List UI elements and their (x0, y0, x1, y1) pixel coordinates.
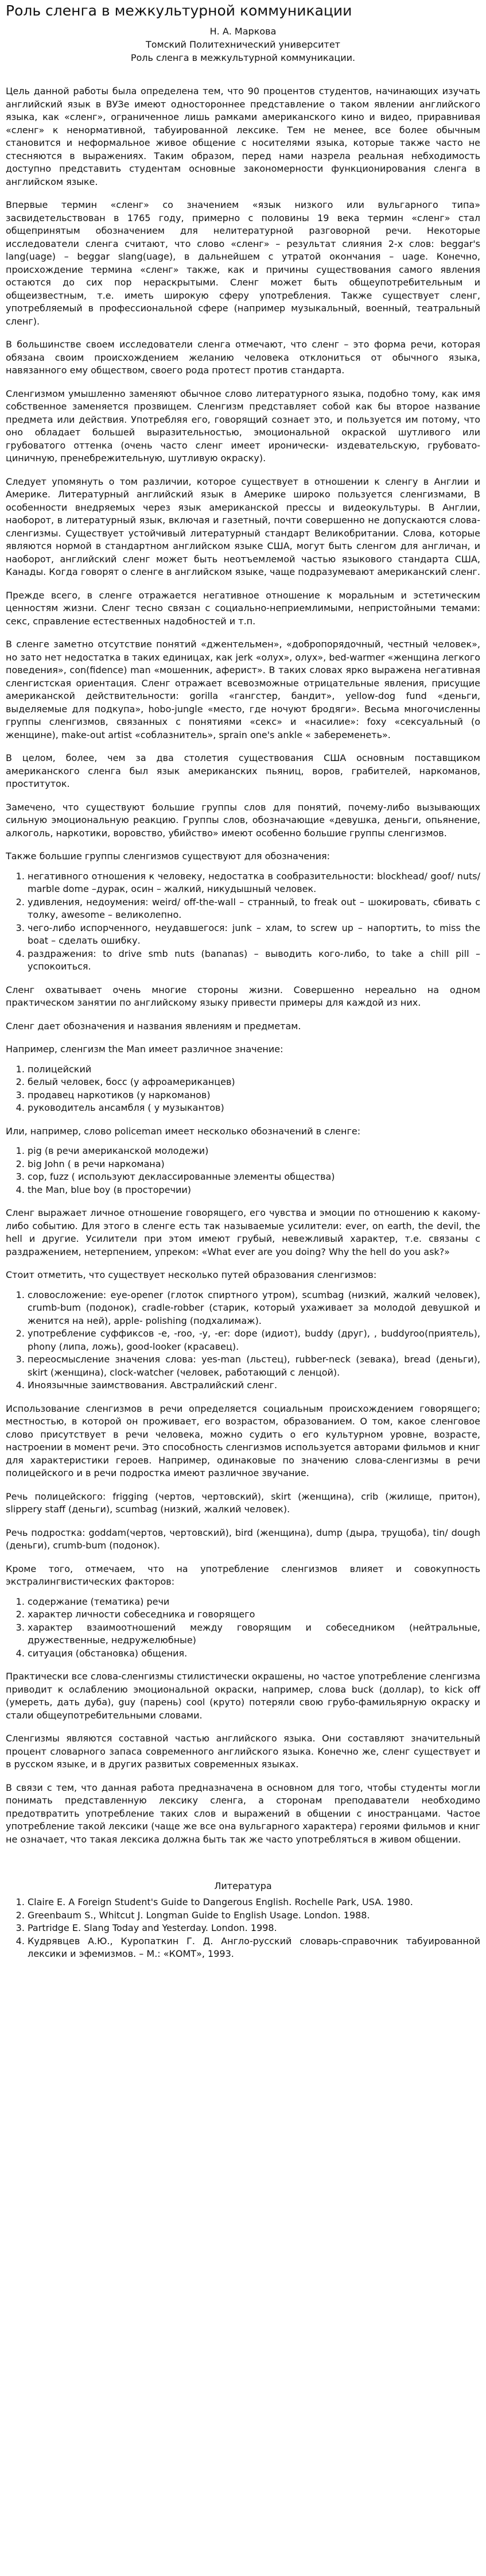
list-item: 2. удивления, недоумения: weird/ off-the-wall – странный, to freak out – шокировать, сбивать с толку, awesome – великолепно. (28, 896, 480, 922)
document-title: Роль сленга в межкультурной коммуникации (6, 2, 352, 19)
references-list (6, 1896, 480, 1961)
paragraph: Сленгизмы являются составной частью английского языка. Они составляют значительный процент словарного запаса современного английского языка. Конечно же, сленг существует и в русском языке, и в других развитых современных языках. (6, 1733, 480, 1770)
paragraph: В большинстве своем исследователи сленга отмечают, что сленг – это форма речи, которая обязана своим происхождением желанию человека отклониться от обычного языка, навязанного ему обществом, своего рода протест против стандарта. (6, 339, 480, 376)
paragraph: Речь подростка: goddam(чертов, чертовский), bird (женщина), dump (дыра, трущоба), tin/ dough (деньги), crumb-bum (подонок). (6, 1527, 480, 1551)
ways-intro: Стоит отметить, что существует несколько путей образования сленгизмов: (6, 1269, 377, 1280)
paragraph: В целом, более, чем за два столетия существования США основным поставщиком американского сленга был язык американских пьяниц, воров, грабителей, наркоманов, проституток. (6, 752, 480, 789)
paragraph: Сленг охватывает очень многие стороны жизни. Совершенно нереально на одном практическом занятии по английскому языку привести примеры для каждой из них. (6, 984, 480, 1008)
list-item: 4. ситуация (обстановка) общения. (28, 1647, 480, 1660)
police-intro: Или, например, слово policeman имеет несколько обозначений в сленге: (6, 1125, 361, 1137)
list-item: 4. руководитель ансамбля ( у музыкантов) (28, 1102, 480, 1115)
list-item: 3. продавец наркотиков (у наркоманов) (28, 1089, 480, 1102)
reference-item: 3. Partridge E. Slang Today and Yesterday. London. 1998. (28, 1922, 480, 1935)
references-title: Литература (214, 1880, 272, 1891)
list-item: 2. характер личности собеседника и говорящего (28, 1608, 480, 1621)
paragraph: Впервые термин «сленг» со значением «язык низкого или вульгарного типа» засвидетельствован в 1765 году, примерно с половины 19 века термин «сленг» стал общепринятым обозначением для нелитературной разговорной речи. Некоторые исследователи сленга считают, что слово «сленг» – результат слияния 2-х слов: beggar's lang(uage) – beggar slang(uage), в дальнейшем с утратой окончания – uage. Конечно, происхождение термина «сленг» также, как и причины существования самого явления остаются до сих пор нераскрытыми. Сленг может быть общеупотребительным и общеизвестным, т.е. иметь широкую сферу употребления. Также существует сленг, употребляемый в профессиональной сфере (например музыкальный, военный, театральный сленг). (6, 199, 480, 327)
list-item: 3. чего-либо испорченного, неудавшегося: junk – хлам, to screw up – напортить, to miss the boat – сделать ошибку. (28, 922, 480, 948)
paragraph: Сленг выражает личное отношение говорящего, его чувства и эмоции по отношению к какому-либо событию. Для этого в сленге есть так называемые усилители: ever, on earth, the devil, the hell и другие. Усилители при этом имеют грубый, невежливый характер, т.е. связаны с раздражением, нетерпением, упреком: «What ever are you doing? Why the hell do you ask?» (6, 1207, 480, 1257)
list-item: 2. белый человек, босс (у афроамериканцев) (28, 1076, 480, 1089)
groups-list (6, 870, 480, 974)
reference-item: 4. Кудрявцев А.Ю., Куропаткин Г. Д. Англо-русский словарь-справочник табуированной лексики и эфемизмов. – М.: «КОМТ», 1993. (28, 1935, 480, 1961)
groups-intro: Также большие группы сленгизмов существуют для обозначения: (6, 851, 331, 862)
list-item: 1. полицейский (28, 1063, 480, 1076)
author: Н. А. Маркова (209, 26, 277, 37)
list-item: 4. раздражения: to drive smb nuts (bananas) – выводить кого-либо, to take a chill pill – успокоиться. (28, 948, 480, 974)
police-list (6, 1145, 480, 1196)
list-item: 3. cop, fuzz ( используют деклассированные элементы общества) (28, 1171, 480, 1184)
list-item: 2. big John ( в речи наркомана) (28, 1158, 480, 1171)
university: Томский Политехнический университет (146, 39, 340, 50)
reference-item: 1. Claire E. A Foreign Student's Guide to Dangerous English. Rochelle Park, USA. 1980. (28, 1896, 480, 1909)
paragraph: Прежде всего, в сленге отражается негативное отношение к моральным и эстетическим ценностям жизни. Сленг тесно связан с социально-неприемлимыми, непристойными темами: секс, справление естественных надобностей и т.п. (6, 589, 480, 627)
list-item: 1. негативного отношения к человеку, недостатка в сообразительности: blockhead/ goof/ nuts/ marble dome –дурак, осин – жалкий, никудышный человек. (28, 870, 480, 896)
paragraph: В связи с тем, что данная работа предназначена в основном для того, чтобы студенты могли понимать представленную лексику сленга, а сторонам преподаватели необходимо предотвратить употребление таких слов и выражений в общении с иностранцами. Частое употребление такой лексики (чаще же все она вульгарного характера) героями фильмов и книг не означает, что такая лексика должна быть так же часто употребляться в живом общении. (6, 1782, 480, 1845)
paragraph: Следует упомянуть о том различии, которое существует в отношении к сленгу в Англии и Америке. Литературный английский язык в Америке широко пользуется сленгизмами, В особенности внедряемых через язык американской прессы и видеокультуры. В Англии, наоборот, в литературный язык, включая и газетный, почти совершенно не допускаются слова-сленгизмы. Существует устойчивый литературный стандарт Великобритании. Слова, которые являются нормой в стандартном английском языке США, могут быть сленгом для англичан, и наоборот, английский сленг может быть неотъемлемой частью языкового стандарта США, Канады. Когда говорят о сленге в английском языке, чаще подразумевают американский сленг. (6, 476, 480, 577)
paragraph: Кроме того, отмечаем, что на употребление сленгизмов влияет и совокупность экстралингвистических факторов: (6, 1563, 480, 1587)
paragraph: В сленге заметно отсутствие понятий «джентельмен», «добропорядочный, честный человек», но зато нет недостатка в таких единицах, как jerk «олух», олух», bed-warmer «женщина легкого поведения», con(fidence) man «мошенник, аферист». В таких словах ярко выражена негативная сленгистская ориентация. Сленг отражает всевозможные отрицательные явления, присущие американской действительности: gorilla «гангстер, бандит», yellow-dog fund «деньги, выделяемые для подкупа», hobo-jungle «место, где ночуют бродяги». Весьма многочисленны группы сленгизмов, связанных с понятиями «секс» и «насилие»: foxy «сексуальный (о женщине), make-out artist «соблазнитель», sprain one's ankle « забеременеть». (6, 639, 480, 740)
factors-list (6, 1596, 480, 1660)
paragraph: Речь полицейского: frigging (чертов, чертовский), skirt (женщина), crib (жилище, притон), slippery staff (деньги), scumbag (низкий, жалкий человек). (6, 1490, 480, 1515)
list-item: 3. переосмысление значения слова: yes-man (льстец), rubber-neck (зевака), bread (деньги), skirt (женщина), clock-watcher (человек, работающий с ленцой). (28, 1353, 480, 1379)
paragraph: Цель данной работы была определена тем, что 90 процентов студентов, начинающих изучать английский язык в ВУЗе имеют одностороннее представление о таком явлении английского языка, как «сленг», ограниченное лишь рамками американского кино и видео, приравнивая «сленг» к ненормативной, табуированной лексике. Тем не менее, все более обычным становится и неформальное живое общение с носителями языка, которые также часто не стесняются в выражениях. Таким образом, перед нами назрела реальная небходимость доступно представить студентам основные закономерности функционирования сленга в английском языке. (6, 86, 480, 187)
paragraph: Замечено, что существуют большие группы слов для понятий, почему-либо вызывающих сильную эмоциональную реакцию. Группы слов, обозначающие «девушка, деньги, опьянение, алкоголь, наркотики, воровство, убийство» имеют особенно большие группы сленгизмов. (6, 801, 480, 839)
list-item: 1. словосложение: eye-opener (глоток спиртного утром), scumbag (низкий, жалкий человек), crumb-bum (подонок), cradle-robber (старик, который ухаживает за молодой девушкой и женится на ней), apple- polishing (подхалимаж). (28, 1289, 480, 1328)
list-item: 1. содержание (тематика) речи (28, 1596, 480, 1609)
man-list (6, 1063, 480, 1115)
list-item: 3. характер взаимоотношений между говорящим и собеседником (нейтральные, дружественные, недружелюбные) (28, 1621, 480, 1647)
list-item: 4. the Man, blue boy (в просторечии) (28, 1184, 480, 1197)
paragraph: Сленг дает обозначения и названия явлениям и предметам. (6, 1020, 301, 1032)
list-item: 2. употребление суффиксов -e, -roo, -y, -er: dope (идиот), buddy (друг), , buddyroo(приятель), phony (липа, ложь), good-looker (красавец). (28, 1327, 480, 1353)
list-item: 4. Иноязычные заимствования. Австралийский сленг. (28, 1379, 480, 1392)
reference-item: 2. Greenbaum S., Whitcut J. Longman Guide to English Usage. London. 1988. (28, 1909, 480, 1922)
man-intro: Например, сленгизм the Man имеет различное значение: (6, 1044, 283, 1055)
paragraph: Практически все слова-сленгизмы стилистически окрашены, но частое употребление сленгизма приводит к ослаблению эмоциональной окраски, например, слова buck (доллар), to kick off (умереть, дать дуба), guy (парень) cool (круто) потеряли свою грубо-фамильярную окраску и стали общеупотребительными словами. (6, 1671, 480, 1721)
paragraph: Сленгизмом умышленно заменяют обычное слово литературного языка, подобно тому, как имя собственное заменяется прозвищем. Сленгизм представляет собой как бы второе название предмета или действия. Употребляя его, говорящий сознает это, и пользуется им потому, что оно обладает большей выразительностью, эмоциональной окраской шутливого или грубоватого оттенка (очень часто сленг имеет иронически- издевательскую, грубовато-циничную, пренебрежительную, шутливую окраску). (6, 388, 480, 464)
subtitle: Роль сленга в межкультурной коммуникации. (130, 52, 356, 63)
list-item: 1. pig (в речи американской молодежи) (28, 1145, 480, 1158)
paragraph: Использование сленгизмов в речи определяется социальным происхождением говорящего; местностью, в которой он проживает, его возрастом, образованием. О том, какое сленговое слово присутствует в речи человека, можно судить о его культурном уровне, возрасте, настроении в момент речи. Это способность сленгизмов используется авторами фильмов и книг для характеристики героев. Например, одинаковые по значению слова-сленгизмы в речи полицейского и в речи подростка имеют различное звучание. (6, 1403, 480, 1478)
ways-list (6, 1289, 480, 1392)
